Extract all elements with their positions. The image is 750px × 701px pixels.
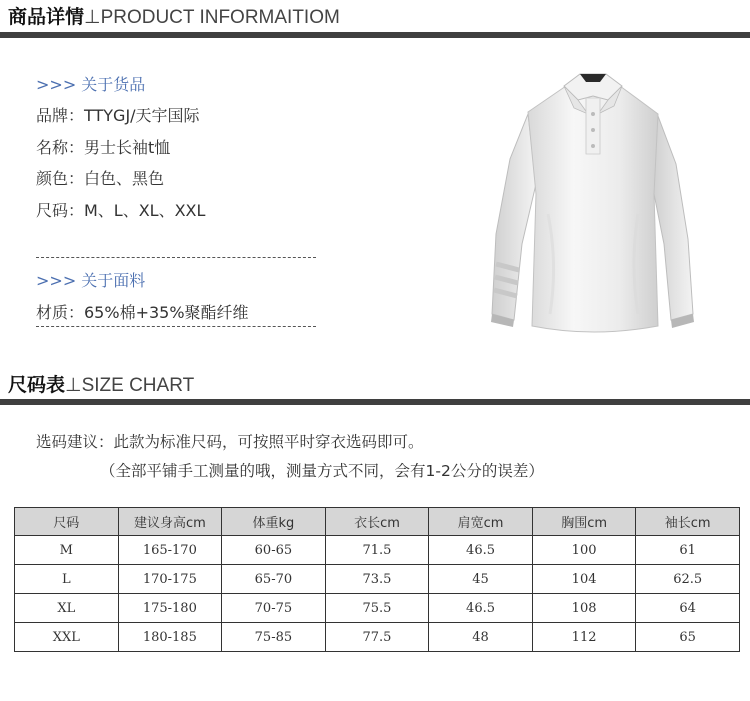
table-cell: 64 [636,594,740,623]
table-cell: 46.5 [429,594,533,623]
name-line: 名称：男士长袖t恤 [36,138,171,157]
product-info-title-en: ⊥PRODUCT INFORMAITIOM [84,7,340,28]
fabric-heading: >>> 关于面料 [36,271,146,290]
table-cell: 61 [636,536,740,565]
size-advice-note: 选码建议：此款为标准尺码，可按照平时穿衣选码即可。 [36,433,424,451]
table-cell: 77.5 [325,623,429,652]
table-cell: 100 [532,536,636,565]
table-cell: 48 [429,623,533,652]
header-length: 衣长cm [325,508,429,536]
table-cell: L [15,565,119,594]
table-row [15,623,740,652]
table-cell: 165-170 [118,536,222,565]
header-shoulder: 肩宽cm [429,508,533,536]
table-cell: 175-180 [118,594,222,623]
table-cell: 62.5 [636,565,740,594]
dashed-divider-bottom [36,326,316,327]
table-cell: 112 [532,623,636,652]
header-size: 尺码 [15,508,119,536]
table-row [15,594,740,623]
table-row [15,565,740,594]
table-cell: 104 [532,565,636,594]
size-chart-title [8,374,194,397]
header-sleeve: 袖长cm [636,508,740,536]
table-cell: 65 [636,623,740,652]
size-line: 尺码：M、L、XL、XXL [36,201,206,220]
dashed-divider-top [36,257,316,258]
table-cell: 108 [532,594,636,623]
polo-shirt-image [488,64,698,342]
table-cell: 71.5 [325,536,429,565]
size-table-header-row [15,508,740,536]
table-cell: XXL [15,623,119,652]
size-chart-title-cn: 尺码表 [8,374,66,396]
table-cell: 46.5 [429,536,533,565]
header-chest: 胸围cm [532,508,636,536]
brand-line: 品牌：TTYGJ/天宇国际 [36,106,200,125]
table-cell: 65-70 [222,565,326,594]
table-cell: M [15,536,119,565]
goods-heading: >>> 关于货品 [36,75,146,94]
table-cell: 75.5 [325,594,429,623]
header-weight: 体重kg [222,508,326,536]
product-info-title-cn: 商品详情 [8,6,85,28]
measure-note: （全部平铺手工测量的哦，测量方式不同，会有1-2公分的误差） [100,462,544,480]
product-info-title [8,6,340,29]
product-info-divider [0,32,750,38]
size-table [14,507,740,652]
header-height: 建议身高cm [118,508,222,536]
table-cell: 60-65 [222,536,326,565]
table-row [15,536,740,565]
table-cell: 45 [429,565,533,594]
size-chart-divider [0,399,750,405]
color-line: 颜色：白色、黑色 [36,169,165,188]
table-cell: 170-175 [118,565,222,594]
table-cell: 73.5 [325,565,429,594]
table-cell: 70-75 [222,594,326,623]
table-cell: 75-85 [222,623,326,652]
table-cell: 180-185 [118,623,222,652]
table-cell: XL [15,594,119,623]
size-chart-title-en: ⊥SIZE CHART [65,375,195,396]
material-line: 材质：65%棉+35%聚酯纤维 [36,303,249,322]
